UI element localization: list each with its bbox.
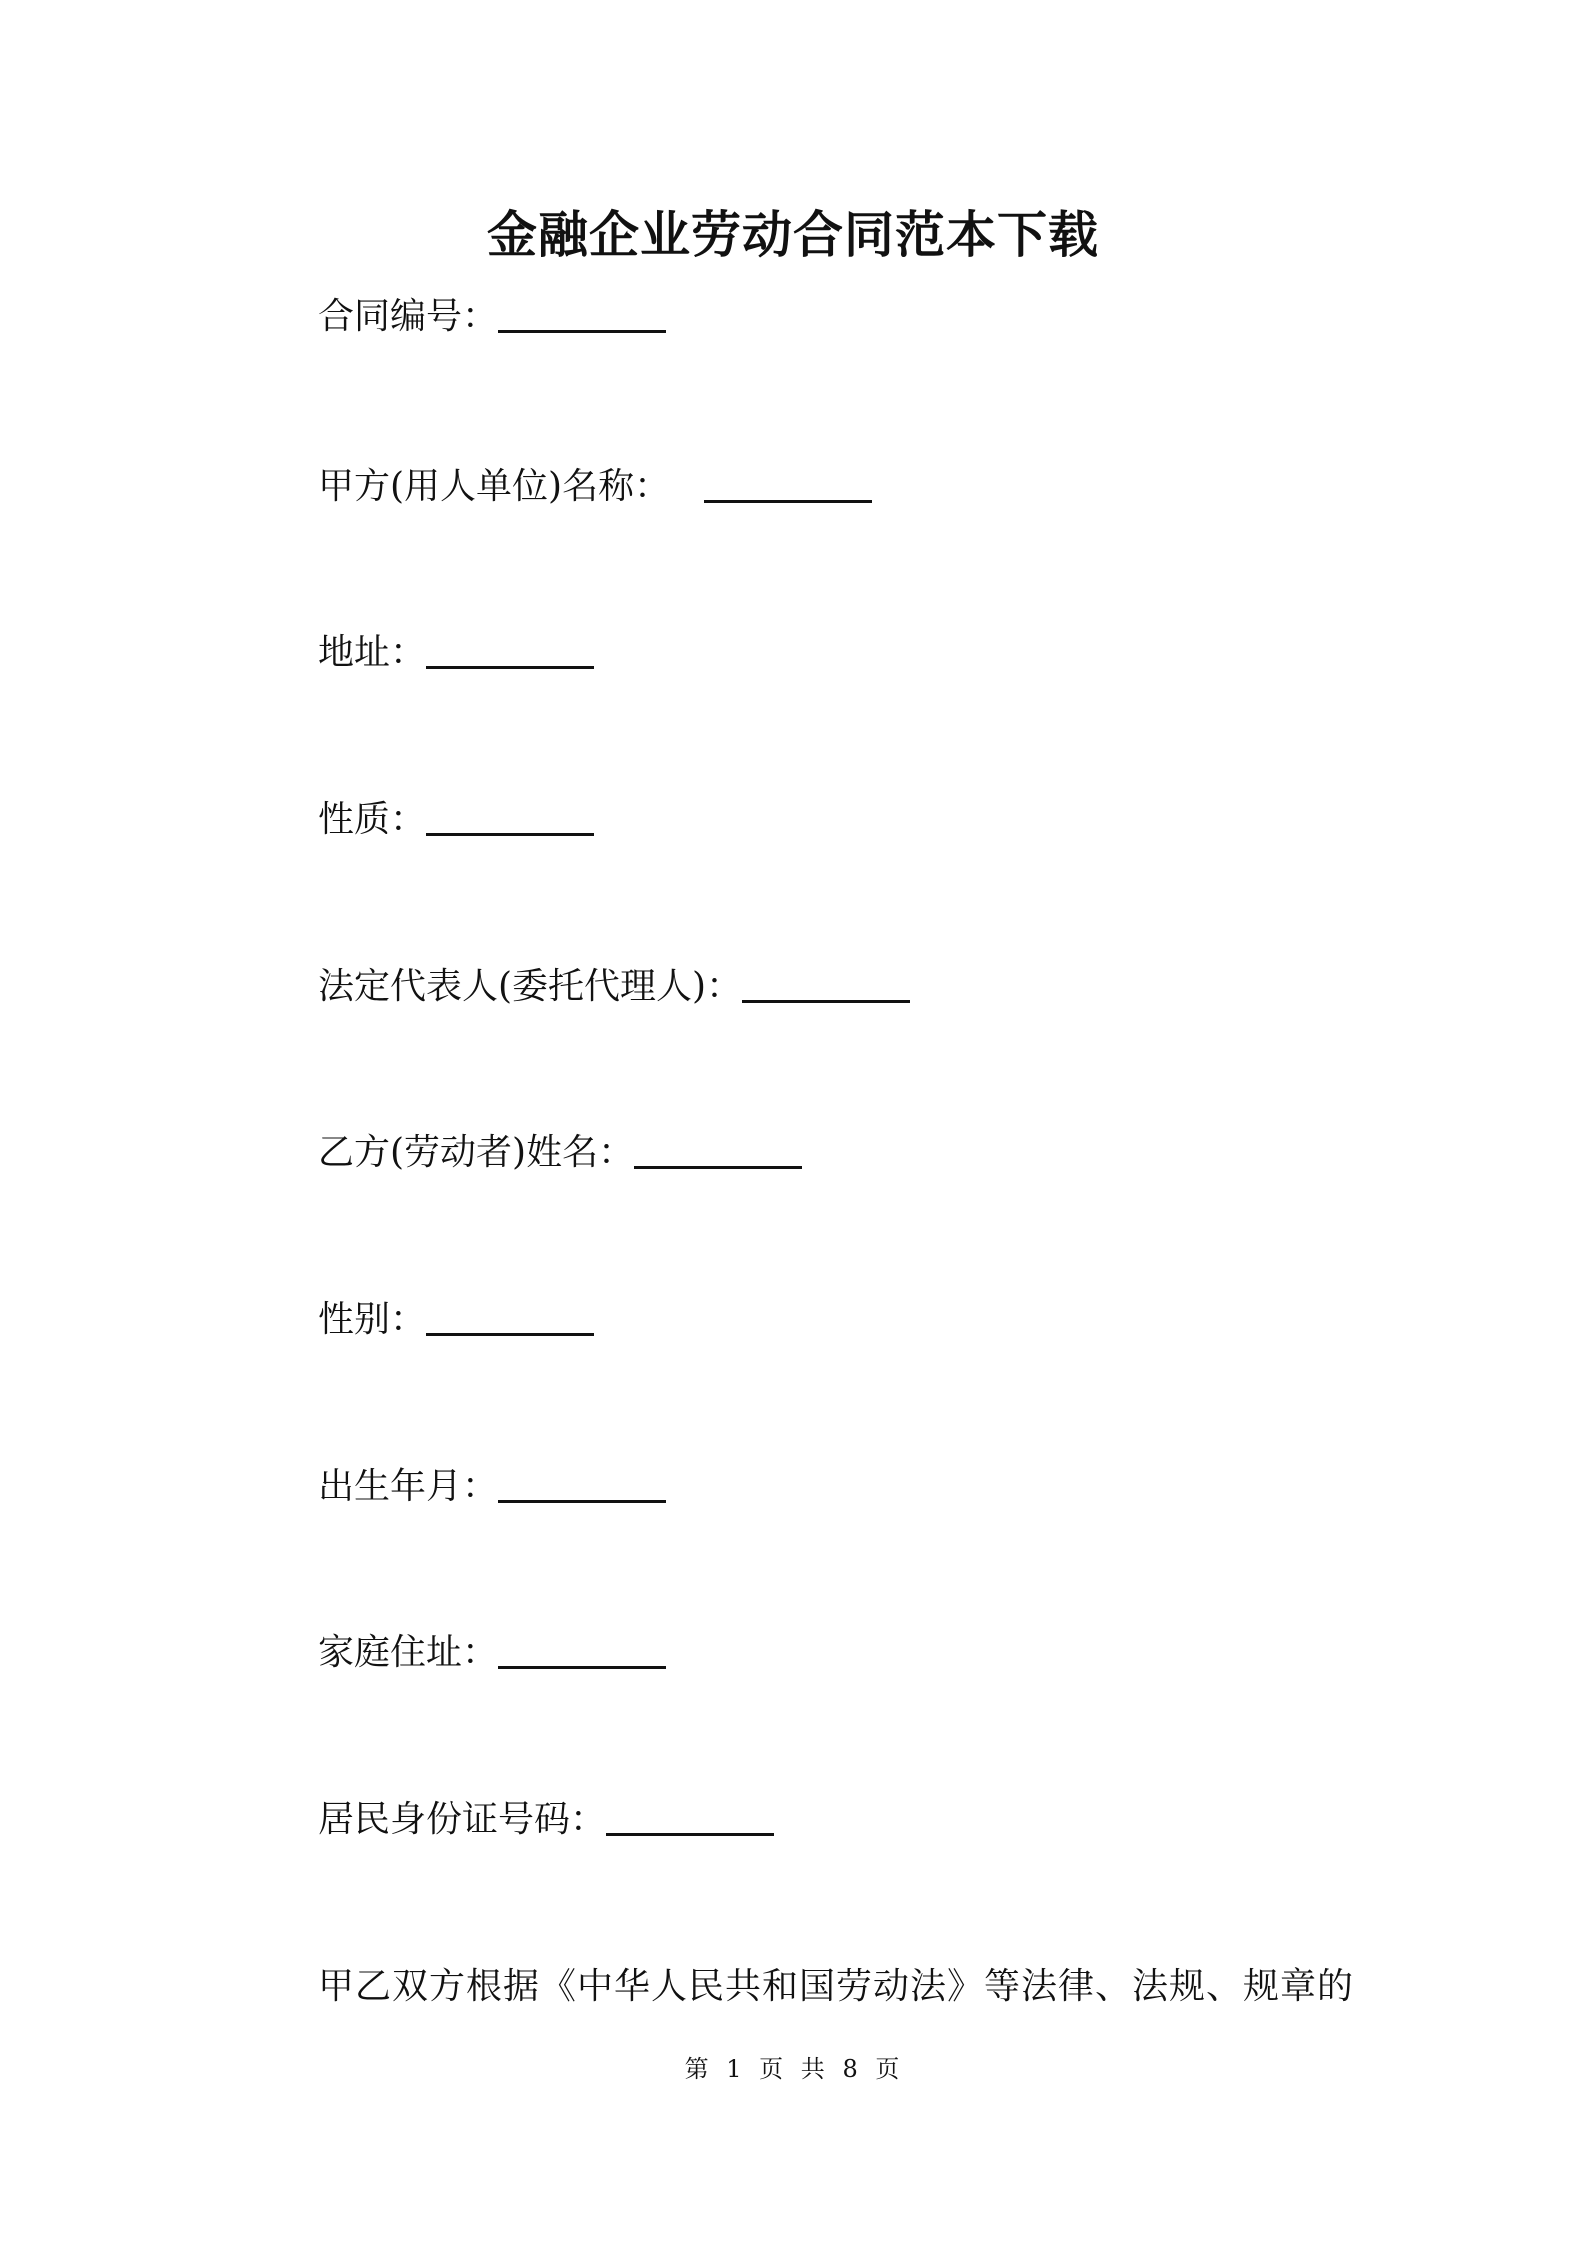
gender-blank[interactable] bbox=[426, 1303, 594, 1336]
field-label: 合同编号： bbox=[318, 296, 499, 337]
field-label: 法定代表人(委托代理人)： bbox=[318, 966, 743, 1007]
id-number-blank[interactable] bbox=[606, 1803, 774, 1836]
field-label: 乙方(劳动者)姓名： bbox=[318, 1132, 635, 1173]
address-field bbox=[318, 628, 594, 678]
field-label: 性别： bbox=[318, 1299, 427, 1340]
field-label: 出生年月： bbox=[318, 1466, 499, 1507]
birth-date-field bbox=[318, 1462, 666, 1512]
nature-field bbox=[318, 795, 594, 845]
field-label: 家庭住址： bbox=[318, 1632, 499, 1673]
address-blank[interactable] bbox=[426, 636, 594, 669]
gender-field bbox=[318, 1295, 594, 1345]
home-address-blank[interactable] bbox=[498, 1636, 666, 1669]
legal-representative-field bbox=[318, 962, 910, 1012]
field-label: 甲方(用人单位)名称： bbox=[318, 466, 671, 507]
contract-number-blank[interactable] bbox=[498, 300, 666, 333]
employer-name-field bbox=[318, 462, 872, 512]
id-number-field bbox=[318, 1795, 774, 1845]
home-address-field bbox=[318, 1628, 666, 1678]
field-label: 居民身份证号码： bbox=[318, 1799, 607, 1840]
page-number-footer: 第 1 页 共 8 页 bbox=[684, 2055, 902, 2083]
document-title: 金融企业劳动合同范本下载 bbox=[487, 205, 1099, 264]
employee-name-field bbox=[318, 1128, 802, 1178]
legal-representative-blank[interactable] bbox=[742, 970, 910, 1003]
contract-preamble-text: 甲乙双方根据《中华人民共和国劳动法》等法律、法规、规章的 bbox=[318, 1966, 1355, 2007]
employer-name-blank[interactable] bbox=[704, 470, 872, 503]
birth-date-blank[interactable] bbox=[498, 1470, 666, 1503]
field-label: 性质： bbox=[318, 799, 427, 840]
contract-number-field bbox=[318, 292, 666, 342]
field-label: 地址： bbox=[318, 632, 427, 673]
nature-blank[interactable] bbox=[426, 803, 594, 836]
employee-name-blank[interactable] bbox=[634, 1136, 802, 1169]
